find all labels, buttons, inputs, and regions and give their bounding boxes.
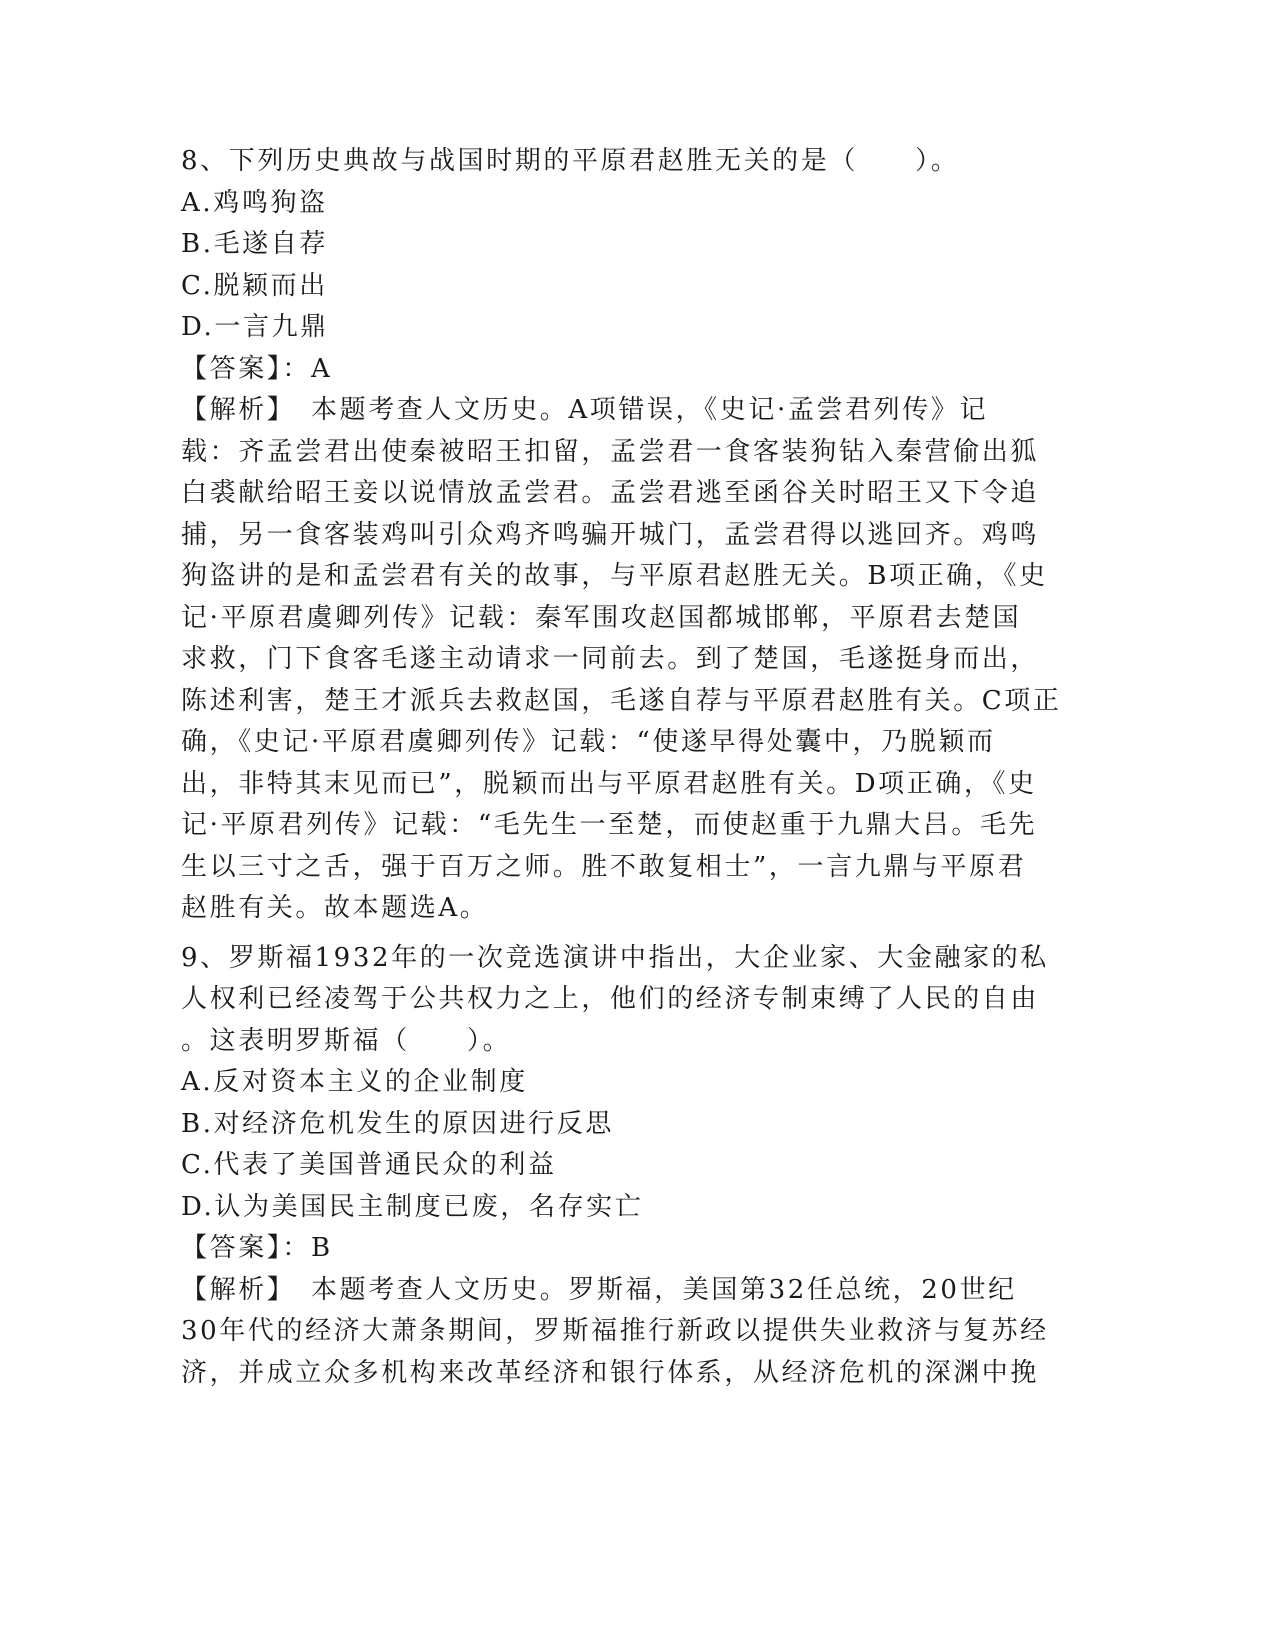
question-stem: 人权利已经凌驾于公共权力之上，他们的经济专制束缚了人民的自由 (181, 984, 1040, 1014)
answer-line: 【答案】：A (181, 353, 333, 384)
analysis-line: 求救，门下食客毛遂主动请求一同前去。到了楚国，毛遂挺身而出， (181, 644, 1040, 674)
question-spacer (181, 930, 1081, 938)
analysis-line: 30年代的经济大萧条期间，罗斯福推行新政以提供失业救济与复苏经 (181, 1316, 1049, 1346)
analysis-line: 记·平原君列传》记载：“毛先生一至楚，而使赵重于九鼎大吕。毛先 (181, 810, 1038, 840)
answer-line: 【答案】：B (181, 1233, 333, 1263)
option-d: D.一言九鼎 (181, 312, 329, 342)
option-d: D.认为美国民主制度已废，名存实亡 (181, 1191, 644, 1222)
option-c: C.代表了美国普通民众的利益 (181, 1150, 557, 1180)
option-a: A.反对资本主义的企业制度 (181, 1067, 528, 1097)
analysis-line: 记·平原君虞卿列传》记载：秦军围攻赵国都城邯郸，平原君去楚国 (181, 602, 1022, 633)
analysis-line: 出，非特其末见而已”，脱颖而出与平原君赵胜有关。D项正确，《史 (181, 768, 1037, 799)
analysis-line: 确，《史记·平原君虞卿列传》记载：“使遂早得处囊中，乃脱颖而 (181, 727, 996, 757)
question-8 (181, 141, 1081, 930)
analysis-line: 济，并成立众多机构来改革经济和银行体系，从经济危机的深渊中挽 (181, 1357, 1040, 1388)
question-stem: 8、下列历史典故与战国时期的平原君赵胜无关的是（ ）。 (181, 146, 960, 176)
option-a: A.鸡鸣狗盗 (181, 187, 328, 218)
analysis-line: 【解析】 本题考查人文历史。A项错误，《史记·孟尝君列传》记 (181, 395, 989, 425)
analysis-line: 【解析】 本题考查人文历史。罗斯福，美国第32任总统，20世纪 (181, 1274, 1017, 1305)
question-stem: 。这表明罗斯福（ ）。 (181, 1025, 512, 1056)
analysis-line: 陈述利害，楚王才派兵去救赵国，毛遂自荐与平原君赵胜有关。C项正 (181, 685, 1062, 716)
question-stem: 9、罗斯福1932年的一次竞选演讲中指出，大企业家、大金融家的私 (181, 942, 1049, 973)
analysis-line: 载：齐孟尝君出使秦被昭王扣留，孟尝君一食客装狗钻入秦营偷出狐 (181, 436, 1040, 467)
option-b: B.毛遂自荐 (181, 229, 328, 259)
analysis-line: 白裘献给昭王妾以说情放孟尝君。孟尝君逃至函谷关时昭王又下令追 (181, 478, 1040, 508)
option-c: C.脱颖而出 (181, 270, 328, 301)
question-9 (181, 938, 1081, 1395)
analysis-line: 生以三寸之舌，强于百万之师。胜不敢复相士”，一言九鼎与平原君 (181, 851, 1027, 882)
analysis-line: 狗盗讲的是和孟尝君有关的故事，与平原君赵胜无关。B项正确，《史 (181, 561, 1048, 591)
option-b: B.对经济危机发生的原因进行反思 (181, 1108, 614, 1139)
analysis-line: 捕，另一食客装鸡叫引众鸡齐鸣骗开城门，孟尝君得以逃回齐。鸡鸣 (181, 519, 1040, 550)
analysis-line: 赵胜有关。故本题选A。 (181, 893, 489, 923)
document-page (181, 141, 1081, 1394)
